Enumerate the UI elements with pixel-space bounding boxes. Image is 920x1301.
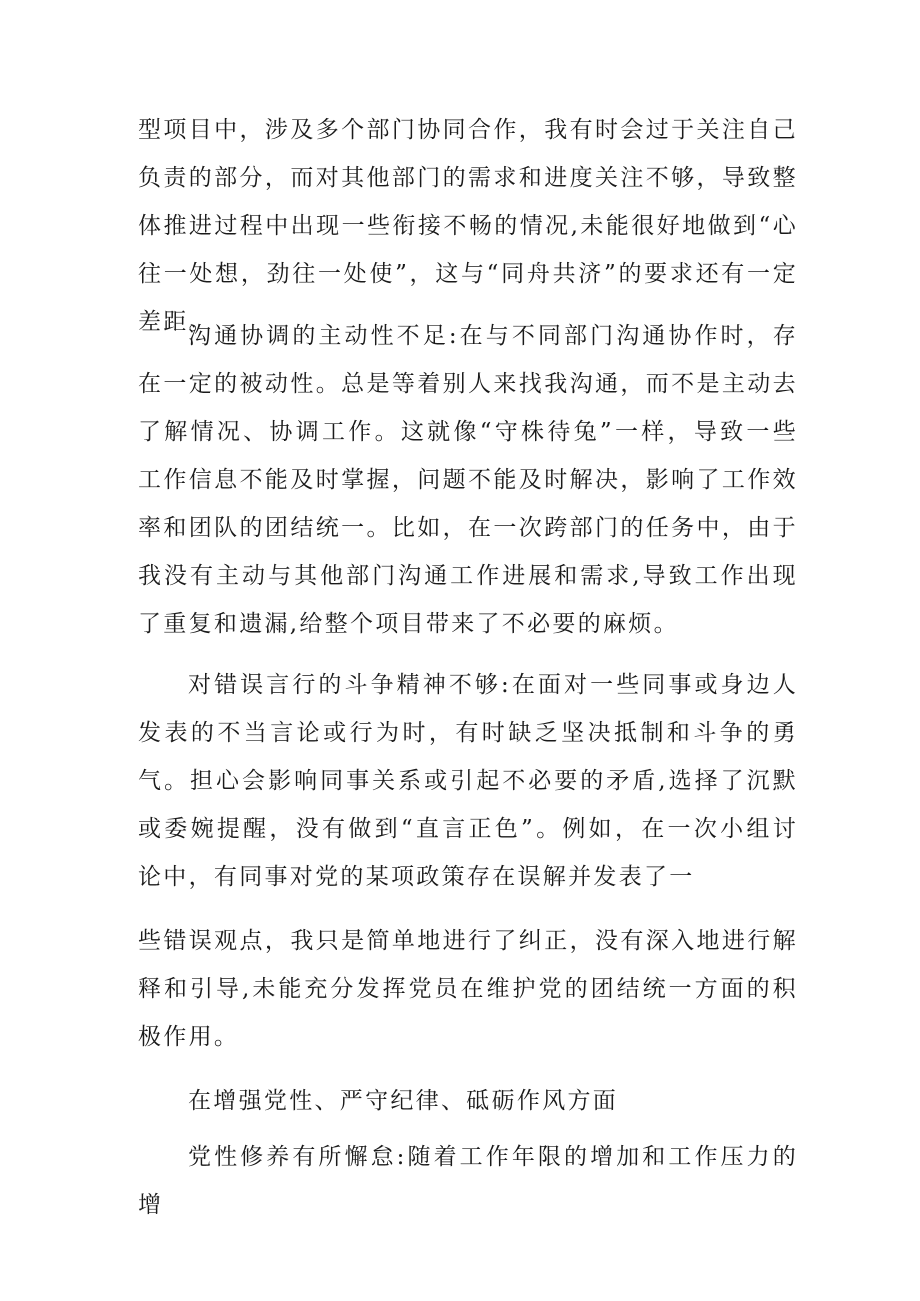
paragraph-party-spirit: 党性修养有所懈怠:随着工作年限的增加和工作压力的增 xyxy=(138,1144,798,1218)
paragraph-continuation: 型项目中，涉及多个部门协同合作，我有时会过于关注自己负责的部分，而对其他部门的需求和进度关注不够，导致整体推进过程中出现一些衔接不畅的情况,未能很好地做到“心往一处想，劲往一处使”，这与“同舟共济”的要求还有一定差距。 xyxy=(138,117,798,335)
section-heading: 在增强党性、严守纪律、砥砺作风方面 xyxy=(188,1088,619,1114)
paragraph-continuation-2: 些错误观点，我只是简单地进行了纠正，没有深入地进行解释和引导,未能充分发挥党员在维护党的团结统一方面的积极作用。 xyxy=(138,928,798,1050)
paragraph-struggle-spirit: 对错误言行的斗争精神不够:在面对一些同事或身边人发表的不当言论或行为时，有时缺乏坚决抵制和斗争的勇气。担心会影响同事关系或引起不必要的矛盾,选择了沉默或委婉提醒，没有做到“直言正色”。例如，在一次小组讨论中，有同事对党的某项政策存在误解并发表了一 xyxy=(138,672,798,890)
paragraph-communication: 沟通协调的主动性不足:在与不同部门沟通协作时，存在一定的被动性。总是等着别人来找我沟通，而不是主动去了解情况、协调工作。这就像“守株待兔”一样，导致一些工作信息不能及时掌握，问题不能及时解决，影响了工作效率和团队的团结统一。比如，在一次跨部门的任务中，由于我没有主动与其他部门沟通工作进展和需求,导致工作出现了重复和遗漏,给整个项目带来了不必要的麻烦。 xyxy=(138,323,798,637)
